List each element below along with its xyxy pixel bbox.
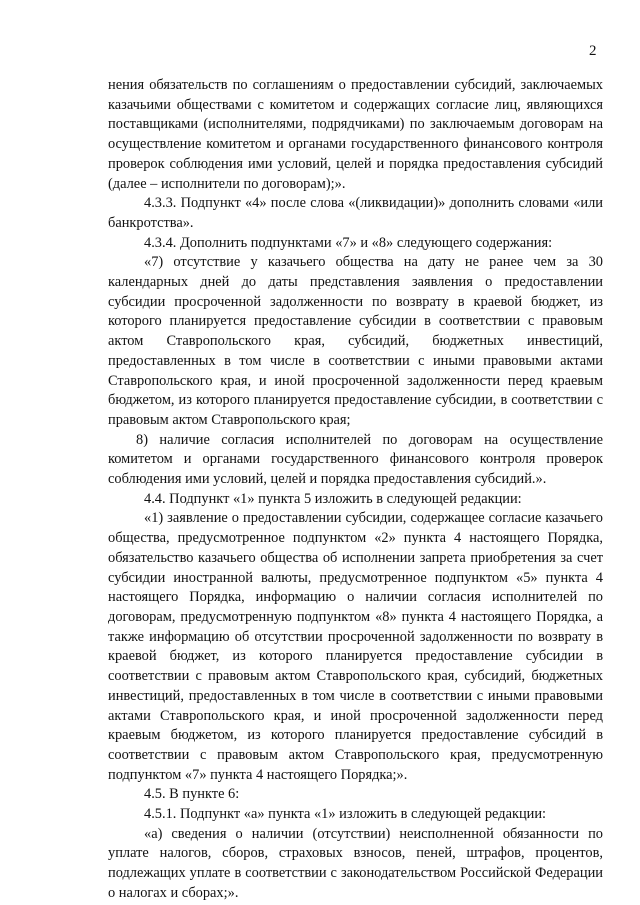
paragraph-4-3-4: 4.3.4. Дополнить подпунктами «7» и «8» следующего содержания:: [144, 234, 553, 251]
paragraph-4-4: 4.4. Подпункт «1» пункта 5 изложить в следующей редакции:: [144, 490, 522, 507]
paragraph-continuation: нения обязательств по соглашениям о предоставлении субсидий, заключаемых казачьими обществами с комитетом и содержащих согласие лиц, являющихся поставщиками (исполнителями, подрядчиками) по заключаемым договорам на осуществление комитетом и органами государственного финансового контроля проверок соблюдения ими условий, целей и порядка предоставления субсидий (далее – исполнители по договорам);».: [108, 77, 603, 192]
paragraph-4-5: 4.5. В пункте 6:: [144, 786, 240, 803]
paragraph-subpoint-a: «а) сведения о наличии (отсутствии) неисполненной обязанности по уплате налогов, сборов, страховых взносов, пеней, штрафов, процентов, подлежащих уплате в соответствии с законодательством Российской Федерации о налогах и сборах;».: [108, 825, 603, 901]
paragraph-4-5-1: 4.5.1. Подпункт «а» пункта «1» изложить в следующей редакции:: [144, 806, 547, 823]
paragraph-subpoint-1: «1) заявление о предоставлении субсидии, содержащее согласие казачьего общества, предусмотренное подпунктом «2» пункта 4 настоящего Порядка, обязательство казачьего общества об исполнении запрета приобретения за счет субсидии иностранной валюты, предусмотренное подпунктом «5» пункта 4 настоящего Порядка, информацию о наличии согласия исполнителей по договорам, предусмотренную подпунктом «8» пункта 4 настоящего Порядка, а также информацию об отсутствии просроченной задолженности по возврату в краевой бюджет, из которого планируется предоставление субсидии в соответствии с правовым актом Ставропольского края, субсидий, бюджетных инвестиций, предоставленных в том числе в соответствии с иными правовыми актами Ставропольского края, и иной просроченной задолженности перед краевым бюджетом, из которого планируется предоставление субсидий в соответствии с правовым актом Ставропольского края, предусмотренную подпунктом «7» пункта 4 настоящего Порядка;».: [108, 510, 603, 783]
document-body: [108, 76, 603, 904]
paragraph-4-3-3: 4.3.3. Подпункт «4» после слова «(ликвидации)» дополнить словами «или банкротства».: [108, 195, 603, 231]
page-number: 2: [589, 43, 597, 59]
paragraph-subpoint-7: «7) отсутствие у казачьего общества на дату не ранее чем за 30 календарных дней до даты представления заявления о предоставлении субсидии просроченной задолженности по возврату в краевой бюджет, из которого планируется предоставление субсидии в соответствии с правовым актом Ставропольского края, субсидий, бюджетных инвестиций, предоставленных в том числе в соответствии с иными правовыми актами Ставропольского края, и иной просроченной задолженности перед краевым бюджетом, из которого планируется предоставление субсидии, в соответствии с правовым актом Ставропольского края;: [108, 254, 603, 428]
paragraph-subpoint-8: 8) наличие согласия исполнителей по договорам на осуществление комитетом и органами государственного финансового контроля проверок соблюдения ими условий, целей и порядка предоставления субсидий.».: [108, 431, 603, 488]
